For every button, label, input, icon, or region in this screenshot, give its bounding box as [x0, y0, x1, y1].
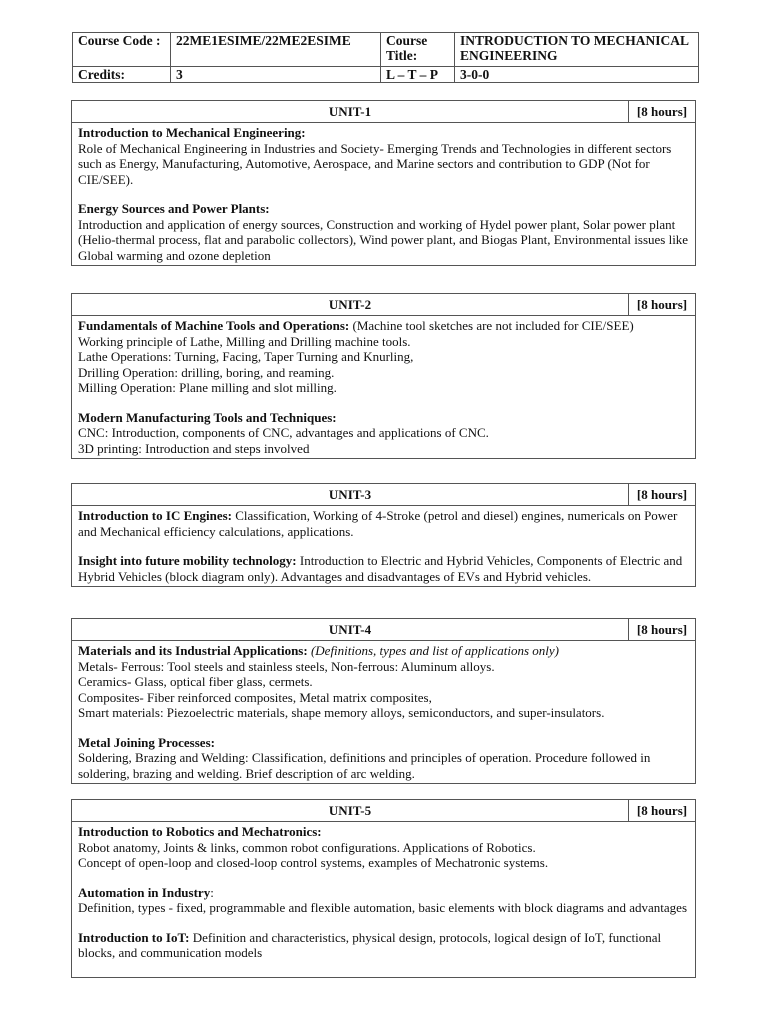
credits-value: 3	[171, 67, 381, 83]
unit-hours: [8 hours]	[629, 484, 696, 506]
unit-hours: [8 hours]	[629, 619, 696, 641]
section-text: Definition, types - fixed, programmable and flexible automation, basic elements with block diagrams and advantages	[78, 900, 688, 915]
list-line: Milling Operation: Plane milling and slot milling.	[78, 380, 337, 395]
section-heading: Metal Joining Processes:	[78, 734, 215, 750]
list-line: Lathe Operations: Turning, Facing, Taper Turning and Knurling,	[78, 349, 414, 364]
unit-body	[72, 506, 696, 587]
section-text: Classification, Working of 4-Stroke (petrol and diesel) engines, numericals on Power and Mechanical efficiency calculations, applications.	[78, 508, 678, 539]
course-title-label: Course Title:	[381, 33, 455, 67]
section-heading: Introduction to Mechanical Engineering:	[78, 125, 306, 140]
unit-hours: [8 hours]	[629, 800, 696, 822]
section-text: Definition and characteristics, physical design, protocols, logical design of IoT, functional blocks, and communication models	[78, 929, 662, 960]
unit-hours: [8 hours]	[629, 294, 696, 316]
course-title-value: INTRODUCTION TO MECHANICAL ENGINEERING	[455, 33, 699, 67]
section-heading: Materials and its Industrial Applications:	[78, 643, 308, 658]
section-note: (Definitions, types and list of applications only)	[310, 643, 560, 658]
list-line: Concept of open-loop and closed-loop control systems, examples of Mechatronic systems.	[78, 855, 549, 870]
unit-title: UNIT-1	[72, 101, 629, 123]
list-line: Ceramics- Glass, optical fiber glass, cermets.	[78, 674, 313, 689]
list-line: Drilling Operation: drilling, boring, and reaming.	[78, 364, 335, 380]
list-line: Robot anatomy, Joints & links, common robot configurations. Applications of Robotics.	[78, 839, 536, 855]
unit-body	[72, 822, 696, 978]
heading-colon: :	[210, 884, 214, 900]
section-heading: Fundamentals of Machine Tools and Operations:	[78, 318, 350, 333]
credits-label: Credits:	[73, 67, 171, 83]
list-line: Composites- Fiber reinforced composites, Metal matrix composites,	[78, 689, 432, 705]
unit-body	[72, 316, 696, 459]
list-line: CNC: Introduction, components of CNC, advantages and applications of CNC.	[78, 425, 489, 440]
unit-1-table	[71, 100, 696, 266]
list-line: Metals- Ferrous: Tool steels and stainless steels, Non-ferrous: Aluminum alloys.	[78, 658, 495, 674]
course-code-label: Course Code :	[73, 33, 171, 67]
section-heading: Introduction to Robotics and Mechatronics:	[78, 824, 322, 839]
unit-hours: [8 hours]	[629, 101, 696, 123]
section-paragraph	[78, 930, 690, 961]
ltp-label: L – T – P	[381, 67, 455, 83]
section-heading: Modern Manufacturing Tools and Techniques:	[78, 409, 337, 425]
course-code-value: 22ME1ESIME/22ME2ESIME	[171, 33, 381, 67]
section-text: Introduction to Electric and Hybrid Vehicles, Components of Electric and Hybrid Vehicles (block diagram only). Advantages and disadvantages of EVs and Hybrid vehicles.	[78, 553, 683, 584]
unit-4-table	[71, 618, 696, 784]
section-paragraph	[78, 553, 690, 584]
unit-title: UNIT-5	[72, 800, 629, 822]
section-text: Role of Mechanical Engineering in Industries and Society- Emerging Trends and Technologies in different sectors such as Energy, Manufacturing, Automotive, Aerospace, and Marine sectors and contribution to GDP (Not for CIE/SEE).	[78, 140, 672, 187]
unit-5-table	[71, 799, 696, 978]
section-text: Soldering, Brazing and Welding: Classification, definitions and principles of operation. Procedure followed in soldering, brazing and welding. Brief description of arc welding.	[78, 750, 651, 781]
section-heading: Automation in Industry	[78, 884, 211, 900]
list-line: Smart materials: Piezoelectric materials, shape memory alloys, semiconductors, and super-insulators.	[78, 705, 605, 720]
list-line: 3D printing: Introduction and steps involved	[78, 440, 310, 456]
unit-title: UNIT-3	[72, 484, 629, 506]
section-heading: Introduction to IC Engines:	[78, 508, 232, 523]
section-heading: Energy Sources and Power Plants:	[78, 201, 270, 216]
list-line: Working principle of Lathe, Milling and Drilling machine tools.	[78, 333, 411, 349]
section-heading-line	[78, 318, 690, 334]
section-heading: Introduction to IoT:	[78, 929, 190, 945]
section-heading-line	[78, 643, 690, 659]
section-heading: Insight into future mobility technology:	[78, 553, 297, 568]
unit-2-table	[71, 293, 696, 459]
unit-body	[72, 123, 696, 266]
unit-title: UNIT-2	[72, 294, 629, 316]
ltp-value: 3-0-0	[455, 67, 699, 83]
unit-3-table	[71, 483, 696, 587]
section-paragraph	[78, 508, 690, 539]
course-header-table	[72, 32, 699, 83]
section-text: Introduction and application of energy sources, Construction and working of Hydel power plant, Solar power plant (Helio-thermal process, flat and parabolic collectors), Wind power plant, and Biogas Plant, Environmental issues like Global warming and ozone depletion	[78, 216, 689, 263]
section-heading-line	[78, 885, 690, 901]
section-note: (Machine tool sketches are not included for CIE/SEE)	[349, 318, 634, 333]
unit-title: UNIT-4	[72, 619, 629, 641]
unit-body	[72, 641, 696, 784]
